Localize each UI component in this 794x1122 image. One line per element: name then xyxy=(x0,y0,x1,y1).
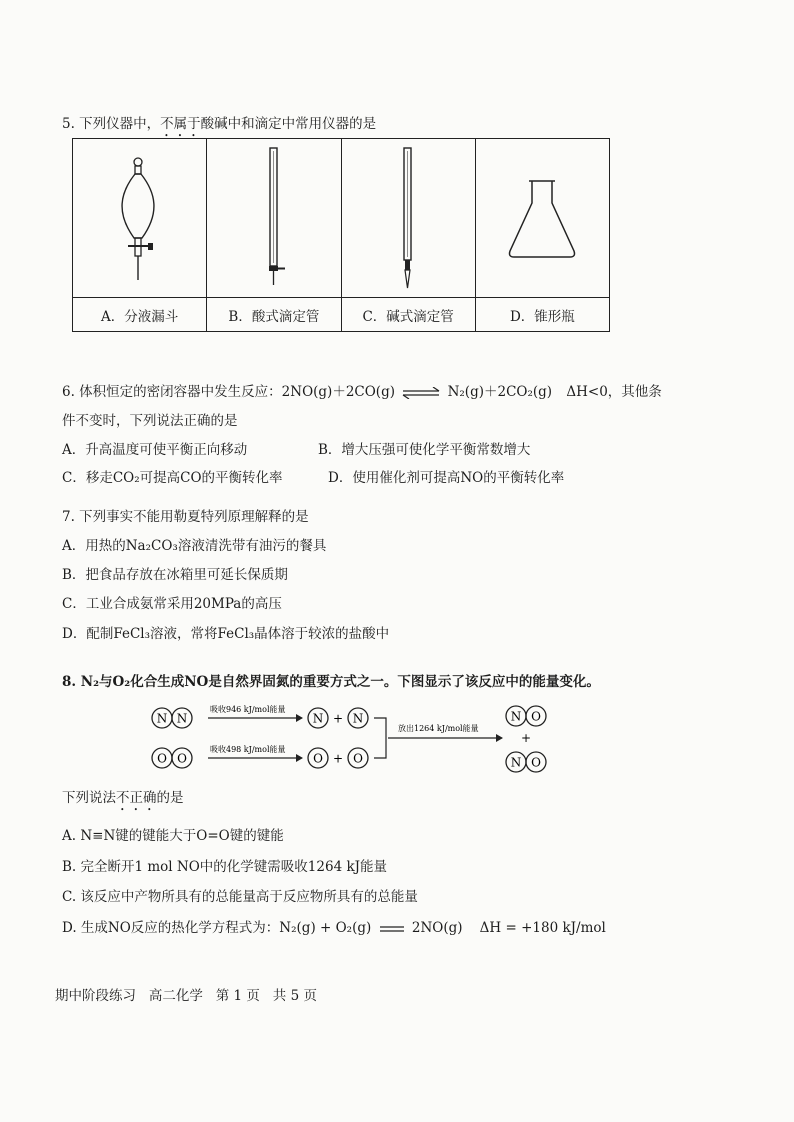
q6-option-c: C．移走CO₂可提高CO的平衡转化率 xyxy=(62,470,283,486)
svg-text:+: + xyxy=(332,751,344,766)
equals-arrow-icon xyxy=(378,924,406,934)
svg-text:N: N xyxy=(352,711,364,726)
q8-stem: 8. N₂与O₂化合生成NO是自然界固氮的重要方式之一。下图显示了该反应中的能量变化。 xyxy=(62,674,600,690)
n2-molecule xyxy=(152,708,192,728)
q7-option-b: B．把食品存放在冰箱里可延长保质期 xyxy=(62,567,288,583)
svg-text:O: O xyxy=(177,751,187,766)
svg-text:O: O xyxy=(157,751,167,766)
q6-stem-line1: 6. 体积恒定的密闭容器中发生反应：2NO(g)＋2CO(g) N₂(g)＋2CO₂(g) ΔH<0，其他条 xyxy=(62,384,662,400)
q5-emphasis: 不属于 xyxy=(160,116,201,132)
q5-cell-d xyxy=(475,139,609,298)
q6-option-a: A．升高温度可使平衡正向移动 xyxy=(62,442,248,458)
q7-option-d: D．配制FeCl₃溶液，常将FeCl₃晶体溶于较浓的盐酸中 xyxy=(62,626,390,642)
svg-text:N: N xyxy=(156,711,168,726)
release-label: 放出1264 kJ/mol能量 xyxy=(398,724,479,733)
svg-text:N: N xyxy=(176,711,188,726)
absorb-o2-label: 吸收498 kJ/mol能量 xyxy=(210,745,286,754)
q8-energy-diagram xyxy=(150,700,550,780)
q7-stem: 7. 下列事实不能用勒夏特列原理解释的是 xyxy=(62,509,309,525)
base-burette-icon xyxy=(383,143,433,293)
q8-option-c: C. 该反应中产物所具有的总能量高于反应物所具有的总能量 xyxy=(62,889,418,905)
q5-cell-a xyxy=(73,139,207,298)
svg-text:N: N xyxy=(510,709,522,724)
erlenmeyer-flask-icon xyxy=(502,173,582,263)
q5-option-c: C．碱式滴定管 xyxy=(341,298,475,332)
q8-emphasis: 不正确 xyxy=(116,790,157,806)
separatory-funnel-icon xyxy=(110,148,170,288)
page-footer: 期中阶段练习 高二化学 第 1 页 共 5 页 xyxy=(55,988,317,1004)
q6-option-b: B．增大压强可使化学平衡常数增大 xyxy=(318,442,531,458)
no-molecule-2 xyxy=(506,752,546,772)
svg-text:N: N xyxy=(312,711,324,726)
q5-option-a: A．分液漏斗 xyxy=(73,298,207,332)
q7-option-c: C．工业合成氨常采用20MPa的高压 xyxy=(62,596,282,612)
q6-stem-line2: 件不变时，下列说法正确的是 xyxy=(62,413,238,429)
absorb-n2-label: 吸收946 kJ/mol能量 xyxy=(210,705,286,714)
q5-option-d: D．锥形瓶 xyxy=(475,298,609,332)
svg-text:O: O xyxy=(531,755,541,770)
q8-option-d: D. 生成NO反应的热化学方程式为：N₂(g) + O₂(g) 2NO(g) ΔH = +180 kJ/mol xyxy=(62,920,606,936)
q8-option-b: B. 完全断开1 mol NO中的化学键需吸收1264 kJ能量 xyxy=(62,859,388,875)
acid-burette-icon xyxy=(249,143,299,293)
q7-option-a: A．用热的Na₂CO₃溶液清洗带有油污的餐具 xyxy=(62,538,327,554)
svg-text:O: O xyxy=(313,751,323,766)
q5-apparatus-table xyxy=(72,138,610,332)
svg-text:O: O xyxy=(353,751,363,766)
equilibrium-arrow-icon xyxy=(401,387,441,399)
svg-text:N: N xyxy=(510,755,522,770)
q5-stem: 5. 下列仪器中，不属于酸碱中和滴定中常用仪器的是 xyxy=(62,116,377,132)
q5-option-b: B．酸式滴定管 xyxy=(207,298,341,332)
svg-text:+: + xyxy=(332,711,344,726)
q8-option-a: A. N≡N键的键能大于O=O键的键能 xyxy=(62,828,284,844)
svg-text:+: + xyxy=(520,731,532,745)
q5-cell-b xyxy=(207,139,341,298)
o2-molecule xyxy=(152,748,192,768)
q6-option-d: D．使用催化剂可提高NO的平衡转化率 xyxy=(328,470,565,486)
svg-text:O: O xyxy=(531,709,541,724)
q5-cell-c xyxy=(341,139,475,298)
q8-prompt: 下列说法不正确的是 xyxy=(62,790,184,806)
no-molecule-1 xyxy=(506,706,546,726)
